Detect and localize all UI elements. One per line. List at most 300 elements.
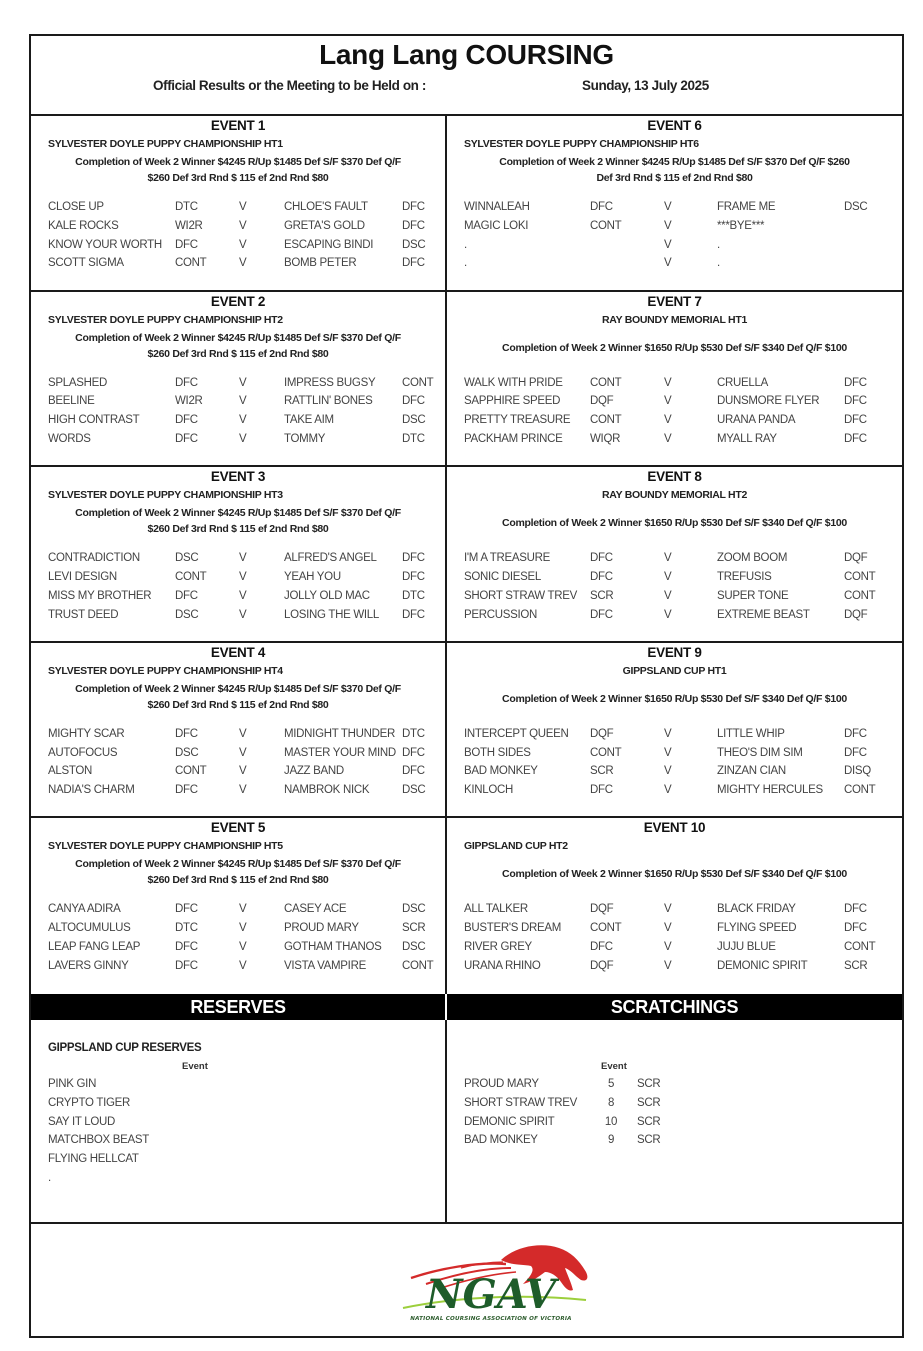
events-grid	[31, 116, 902, 994]
meeting-date: Sunday, 13 July 2025	[582, 78, 709, 93]
greyhound-logo-icon	[381, 1238, 601, 1318]
reserve-item: FLYING HELLCAT	[48, 1153, 139, 1166]
dog-2-name: MIDNIGHT THUNDER	[284, 727, 396, 740]
event-block	[447, 643, 902, 819]
dog-1-name: I'M A TREASURE	[464, 552, 550, 565]
scratched-dog: BAD MONKEY	[464, 1134, 538, 1147]
dog-2-name: CRUELLA	[717, 376, 768, 389]
versus-label: V	[664, 959, 672, 972]
dog-2-result: DQF	[844, 552, 868, 565]
scratched-dog: DEMONIC SPIRIT	[464, 1115, 555, 1128]
dog-1-result: DQF	[590, 959, 614, 972]
dog-1-result: DFC	[175, 784, 198, 797]
dog-1-name: HIGH CONTRAST	[48, 414, 140, 427]
dog-2-name: THEO'S DIM SIM	[717, 746, 803, 759]
matchup-row	[48, 590, 445, 609]
dog-1-name: KALE ROCKS	[48, 219, 119, 232]
prize-line: $260 Def 3rd Rnd $ 115 ef 2nd Rnd $80	[147, 698, 329, 711]
dog-2-result: DFC	[844, 432, 867, 445]
matchup-row	[464, 239, 902, 258]
prize-line: Completion of Week 2 Winner $1650 R/Up $530 Def S/F $340 Def Q/F $100	[502, 692, 847, 705]
prize-info	[447, 691, 902, 707]
versus-label: V	[239, 608, 247, 621]
dog-1-name: KNOW YOUR WORTH	[48, 238, 162, 251]
scratching-row	[464, 1134, 764, 1153]
reserve-item: CRYPTO TIGER	[48, 1096, 131, 1109]
matchup-row	[48, 201, 445, 220]
versus-label: V	[664, 608, 672, 621]
dog-2-name: JAZZ BAND	[284, 765, 344, 778]
prize-info	[447, 154, 902, 186]
dog-1-name: PACKHAM PRINCE	[464, 432, 563, 445]
matchup-row	[48, 765, 445, 784]
matchup-row	[464, 941, 902, 960]
prize-line: $260 Def 3rd Rnd $ 115 ef 2nd Rnd $80	[147, 874, 329, 887]
matchups	[464, 552, 902, 627]
dog-2-name: ***BYE***	[717, 219, 765, 232]
prize-line: Completion of Week 2 Winner $4245 R/Up $1485 Def S/F $370 Def Q/F	[75, 156, 401, 168]
versus-label: V	[239, 219, 247, 232]
matchup-row	[48, 571, 445, 590]
versus-label: V	[239, 903, 247, 916]
event-title: EVENT 9	[647, 644, 702, 660]
matchup-row	[464, 257, 902, 276]
dog-2-name: CHLOE'S FAULT	[284, 201, 368, 213]
dog-1-result: CONT	[590, 922, 622, 935]
reserves-heading: RESERVES	[31, 994, 447, 1020]
page-title: Lang Lang COURSING	[319, 39, 614, 70]
matchup-row	[48, 257, 445, 276]
matchup-row	[464, 784, 902, 803]
scratched-status: SCR	[637, 1115, 661, 1128]
versus-label: V	[239, 376, 247, 389]
dog-1-name: TRUST DEED	[48, 608, 119, 621]
matchup-row	[48, 395, 445, 414]
ngav-logo	[381, 1238, 601, 1328]
scratched-status: SCR	[637, 1134, 661, 1147]
dog-2-name: ZINZAN CIAN	[717, 765, 786, 778]
dog-2-name: URANA PANDA	[717, 414, 796, 427]
dog-1-result: DTC	[175, 201, 198, 213]
matchup-row	[464, 922, 902, 941]
event-title: EVENT 8	[647, 469, 702, 485]
dog-1-result: DQF	[590, 395, 614, 408]
versus-label: V	[664, 376, 672, 389]
dog-2-name: JOLLY OLD MAC	[284, 589, 370, 602]
versus-label: V	[239, 959, 247, 972]
dog-2-name: TREFUSIS	[717, 570, 772, 583]
matchup-row	[48, 784, 445, 803]
versus-label: V	[664, 746, 672, 759]
dog-2-result: CONT	[844, 589, 876, 602]
matchup-row	[464, 590, 902, 609]
event-name: RAY BOUNDY MEMORIAL HT1	[602, 313, 747, 326]
events-column-right	[447, 116, 902, 994]
prize-info	[447, 866, 902, 882]
versus-label: V	[664, 257, 672, 270]
prize-info	[31, 856, 445, 888]
dog-2-name: GOTHAM THANOS	[284, 940, 382, 953]
dog-1-name: SCOTT SIGMA	[48, 257, 124, 270]
dog-2-name: RATTLIN' BONES	[284, 395, 373, 408]
dog-1-name: CANYA ADIRA	[48, 903, 121, 916]
matchup-row	[48, 377, 445, 396]
versus-label: V	[239, 589, 247, 602]
dog-2-result: DSC	[402, 784, 426, 797]
versus-label: V	[239, 922, 247, 935]
dog-2-name: BOMB PETER	[284, 257, 357, 270]
scratchings-list	[464, 1078, 764, 1153]
reserves-title: GIPPSLAND CUP RESERVES	[48, 1042, 202, 1054]
event-name: SYLVESTER DOYLE PUPPY CHAMPIONSHIP HT2	[48, 313, 283, 326]
event-title: EVENT 6	[647, 118, 702, 133]
event-name: SYLVESTER DOYLE PUPPY CHAMPIONSHIP HT6	[464, 138, 699, 150]
matchup-row	[464, 201, 902, 220]
dog-1-name: .	[464, 238, 467, 251]
dog-1-result: DFC	[590, 940, 613, 953]
versus-label: V	[664, 727, 672, 740]
dog-1-name: MAGIC LOKI	[464, 219, 529, 232]
dog-2-name: JUJU BLUE	[717, 940, 776, 953]
dog-2-name: DEMONIC SPIRIT	[717, 959, 808, 972]
matchups	[48, 903, 445, 978]
matchup-row	[48, 903, 445, 922]
versus-label: V	[664, 432, 672, 445]
matchup-row	[464, 552, 902, 571]
event-title: EVENT 4	[210, 644, 266, 660]
dog-2-name: IMPRESS BUGSY	[284, 376, 376, 389]
dog-2-result: DFC	[844, 746, 867, 759]
dog-1-name: CONTRADICTION	[48, 552, 140, 565]
dog-2-result: DSC	[402, 940, 426, 953]
dog-2-result: DTC	[402, 589, 425, 602]
versus-label: V	[239, 570, 247, 583]
dog-1-name: URANA RHINO	[464, 959, 541, 972]
prize-line: Completion of Week 2 Winner $1650 R/Up $530 Def S/F $340 Def Q/F $100	[502, 341, 847, 354]
matchups	[48, 377, 445, 452]
event-name: SYLVESTER DOYLE PUPPY CHAMPIONSHIP HT3	[48, 489, 283, 502]
reserves-list	[48, 1078, 149, 1191]
prize-line: Completion of Week 2 Winner $1650 R/Up $530 Def S/F $340 Def Q/F $100	[502, 517, 847, 530]
matchups	[464, 903, 902, 978]
dog-2-name: CASEY ACE	[284, 903, 347, 916]
versus-label: V	[239, 257, 247, 270]
dog-1-result: WIQR	[590, 432, 621, 445]
matchup-row	[48, 414, 445, 433]
dog-1-name: ALSTON	[48, 765, 93, 778]
dog-1-result: CONT	[590, 746, 622, 759]
matchups	[48, 552, 445, 627]
dog-1-result: DSC	[175, 552, 199, 565]
matchups	[464, 201, 902, 276]
prize-info	[31, 330, 445, 362]
matchup-row	[464, 395, 902, 414]
matchup-row	[48, 922, 445, 941]
dog-2-result: DFC	[844, 414, 867, 427]
dog-2-name: VISTA VAMPIRE	[284, 959, 366, 972]
results-sheet	[29, 34, 904, 1338]
dog-2-name: TOMMY	[284, 432, 326, 445]
versus-label: V	[239, 432, 247, 445]
event-block	[447, 292, 902, 468]
versus-label: V	[239, 784, 247, 797]
dog-2-name: GRETA'S GOLD	[284, 219, 365, 232]
dog-2-result: DTC	[402, 727, 425, 740]
dog-1-name: LEVI DESIGN	[48, 570, 117, 583]
dog-2-result: DSC	[402, 238, 426, 251]
matchup-row	[464, 903, 902, 922]
dog-1-result: DFC	[175, 238, 198, 251]
scratched-status: SCR	[637, 1078, 661, 1090]
dog-1-result: DSC	[175, 746, 199, 759]
dog-2-result: DFC	[402, 570, 425, 583]
scratchings-event-column-header: Event	[601, 1061, 627, 1072]
dog-1-result: CONT	[590, 414, 622, 427]
dog-1-result: DFC	[590, 608, 613, 621]
matchup-row	[464, 960, 902, 979]
matchups	[464, 728, 902, 803]
scratched-event: 9	[607, 1134, 615, 1147]
dog-1-name: PERCUSSION	[464, 608, 538, 621]
versus-label: V	[664, 922, 672, 935]
dog-2-result: DSC	[402, 903, 426, 916]
dog-2-result: DSC	[402, 414, 426, 427]
dog-1-name: INTERCEPT QUEEN	[464, 727, 569, 740]
dog-2-name: .	[717, 257, 720, 270]
matchup-row	[48, 941, 445, 960]
dog-1-name: MIGHTY SCAR	[48, 727, 125, 740]
dog-2-result: SCR	[402, 922, 426, 935]
event-title: EVENT 10	[643, 820, 706, 836]
scratching-row	[464, 1116, 764, 1135]
event-title: EVENT 2	[210, 293, 266, 309]
dog-1-result: DFC	[590, 552, 613, 565]
dog-1-result: DFC	[175, 376, 198, 389]
dog-1-name: BAD MONKEY	[464, 765, 538, 778]
logo-wordmark: NGAV	[426, 1271, 556, 1318]
dog-2-result: CONT	[402, 959, 434, 972]
versus-label: V	[664, 219, 672, 232]
dog-2-result: CONT	[844, 570, 876, 583]
dog-2-name: BLACK FRIDAY	[717, 903, 796, 916]
versus-label: V	[664, 765, 672, 778]
dog-1-result: DFC	[590, 784, 613, 797]
versus-label: V	[239, 746, 247, 759]
prize-line: Completion of Week 2 Winner $4245 R/Up $1485 Def S/F $370 Def Q/F	[75, 682, 401, 695]
event-title: EVENT 3	[210, 469, 266, 485]
dog-1-name: WALK WITH PRIDE	[464, 376, 563, 389]
prize-info	[31, 154, 445, 186]
matchup-row	[48, 220, 445, 239]
reserve-item: MATCHBOX BEAST	[48, 1134, 150, 1147]
dog-2-name: FLYING SPEED	[717, 922, 797, 935]
matchup-row	[464, 220, 902, 239]
event-block	[447, 116, 902, 292]
header	[31, 36, 902, 116]
matchup-row	[48, 609, 445, 628]
dog-1-name: BUSTER'S DREAM	[464, 922, 562, 935]
matchup-row	[464, 414, 902, 433]
dog-2-result: DTC	[402, 432, 425, 445]
matchups	[464, 377, 902, 452]
versus-label: V	[239, 765, 247, 778]
dog-1-name: AUTOFOCUS	[48, 746, 118, 759]
dog-2-result: DFC	[844, 903, 867, 916]
dog-2-result: DFC	[402, 201, 425, 213]
dog-1-result: DTC	[175, 922, 198, 935]
event-name: SYLVESTER DOYLE PUPPY CHAMPIONSHIP HT4	[48, 664, 283, 677]
dog-1-name: SPLASHED	[48, 376, 107, 389]
events-column-left	[31, 116, 447, 994]
dog-1-result: DFC	[175, 903, 198, 916]
matchups	[48, 728, 445, 803]
matchup-row	[48, 747, 445, 766]
dog-1-result: DQF	[590, 727, 614, 740]
event-title: EVENT 5	[210, 820, 266, 836]
footer	[31, 1224, 902, 1336]
dog-2-result: DFC	[844, 922, 867, 935]
versus-label: V	[664, 570, 672, 583]
matchup-row	[464, 765, 902, 784]
dog-2-name: .	[717, 238, 720, 251]
versus-label: V	[664, 552, 672, 565]
event-block	[31, 467, 445, 643]
matchups	[48, 201, 445, 276]
matchup-row	[48, 960, 445, 979]
dog-2-result: DFC	[402, 746, 425, 759]
prize-info	[447, 340, 902, 356]
prize-line: $260 Def 3rd Rnd $ 115 ef 2nd Rnd $80	[147, 523, 329, 536]
scratchings-panel	[447, 1020, 902, 1224]
dog-2-name: DUNSMORE FLYER	[717, 395, 820, 408]
prize-line: $260 Def 3rd Rnd $ 115 ef 2nd Rnd $80	[147, 172, 329, 184]
dog-2-name: ZOOM BOOM	[717, 552, 788, 565]
versus-label: V	[239, 395, 247, 408]
dog-2-result: DFC	[844, 376, 867, 389]
dog-2-result: DFC	[402, 395, 425, 408]
reserve-item: PINK GIN	[48, 1078, 97, 1090]
reserves-event-column-header: Event	[182, 1061, 208, 1072]
scratched-dog: PROUD MARY	[464, 1078, 539, 1090]
event-name: SYLVESTER DOYLE PUPPY CHAMPIONSHIP HT5	[48, 840, 283, 853]
dog-1-name: BOTH SIDES	[464, 746, 531, 759]
scratched-event: 8	[607, 1096, 615, 1109]
dog-1-name: ALL TALKER	[464, 903, 528, 916]
dog-2-name: ALFRED'S ANGEL	[284, 552, 377, 565]
dog-1-result: DFC	[175, 414, 198, 427]
versus-label: V	[664, 784, 672, 797]
dog-2-result: DFC	[844, 395, 867, 408]
dog-1-result: WI2R	[175, 395, 203, 408]
matchup-row	[48, 728, 445, 747]
event-block	[31, 643, 445, 819]
dog-1-result: CONT	[175, 765, 207, 778]
dog-2-name: ESCAPING BINDI	[284, 238, 374, 251]
versus-label: V	[664, 414, 672, 427]
versus-label: V	[664, 589, 672, 602]
scratched-event: 10	[604, 1115, 618, 1128]
reserves-panel	[31, 1020, 447, 1224]
dog-2-name: LOSING THE WILL	[284, 608, 379, 621]
event-name: GIPPSLAND CUP HT2	[464, 840, 568, 853]
dog-1-result: DFC	[175, 589, 198, 602]
dog-2-name: YEAH YOU	[284, 570, 341, 583]
scratched-event: 5	[607, 1078, 615, 1090]
dog-2-name: TAKE AIM	[284, 414, 334, 427]
dog-2-result: DQF	[844, 608, 868, 621]
versus-label: V	[664, 201, 672, 213]
prize-info	[31, 681, 445, 713]
matchup-row	[48, 552, 445, 571]
dog-1-name: RIVER GREY	[464, 940, 532, 953]
event-title: EVENT 7	[647, 293, 702, 309]
reserve-item: .	[48, 1171, 51, 1184]
reserves-scratchings	[31, 994, 902, 1224]
dog-1-name: .	[464, 257, 467, 270]
matchup-row	[48, 239, 445, 258]
scratched-status: SCR	[637, 1096, 661, 1109]
dog-1-name: CLOSE UP	[48, 201, 104, 213]
prize-line: Completion of Week 2 Winner $1650 R/Up $530 Def S/F $340 Def Q/F $100	[502, 868, 847, 881]
event-block	[447, 818, 902, 994]
dog-1-result: SCR	[590, 589, 614, 602]
logo-tagline: NATIONAL COURSING ASSOCIATION OF VICTORIA	[410, 1316, 572, 1322]
dog-1-name: SAPPHIRE SPEED	[464, 395, 561, 408]
matchup-row	[464, 728, 902, 747]
versus-label: V	[239, 238, 247, 251]
dog-1-name: PRETTY TREASURE	[464, 414, 571, 427]
dog-1-result: DFC	[175, 940, 198, 953]
dog-2-result: CONT	[844, 940, 876, 953]
versus-label: V	[664, 395, 672, 408]
event-name: RAY BOUNDY MEMORIAL HT2	[602, 489, 747, 502]
versus-label: V	[239, 201, 247, 213]
versus-label: V	[239, 940, 247, 953]
matchup-row	[464, 571, 902, 590]
dog-1-name: KINLOCH	[464, 784, 514, 797]
dog-1-result: DFC	[590, 201, 613, 213]
dog-2-result: SCR	[844, 959, 868, 972]
dog-2-name: SUPER TONE	[717, 589, 789, 602]
dog-2-result: DFC	[844, 727, 867, 740]
versus-label: V	[239, 727, 247, 740]
prize-info	[447, 515, 902, 531]
prize-info	[31, 505, 445, 537]
matchup-row	[464, 609, 902, 628]
dog-1-result: SCR	[590, 765, 614, 778]
versus-label: V	[239, 552, 247, 565]
dog-1-result: DFC	[175, 432, 198, 445]
prize-line: Completion of Week 2 Winner $4245 R/Up $1485 Def S/F $370 Def Q/F	[75, 331, 401, 344]
dog-2-result: DFC	[402, 765, 425, 778]
dog-2-result: CONT	[844, 784, 876, 797]
dog-1-name: LAVERS GINNY	[48, 959, 129, 972]
dog-2-name: EXTREME BEAST	[717, 608, 810, 621]
dog-2-name: LITTLE WHIP	[717, 727, 785, 740]
dog-2-result: DFC	[402, 257, 425, 270]
dog-1-result: WI2R	[175, 219, 203, 232]
prize-line: Def 3rd Rnd $ 115 ef 2nd Rnd $80	[596, 172, 753, 184]
dog-1-name: WORDS	[48, 432, 91, 445]
dog-1-result: CONT	[175, 570, 207, 583]
versus-label: V	[664, 940, 672, 953]
meeting-label: Official Results or the Meeting to be Held on :	[153, 78, 426, 93]
dog-2-name: MYALL RAY	[717, 432, 777, 445]
dog-2-result: DFC	[402, 608, 425, 621]
event-block	[447, 467, 902, 643]
prize-line: Completion of Week 2 Winner $4245 R/Up $1485 Def S/F $370 Def Q/F $260	[499, 156, 850, 168]
matchup-row	[464, 377, 902, 396]
